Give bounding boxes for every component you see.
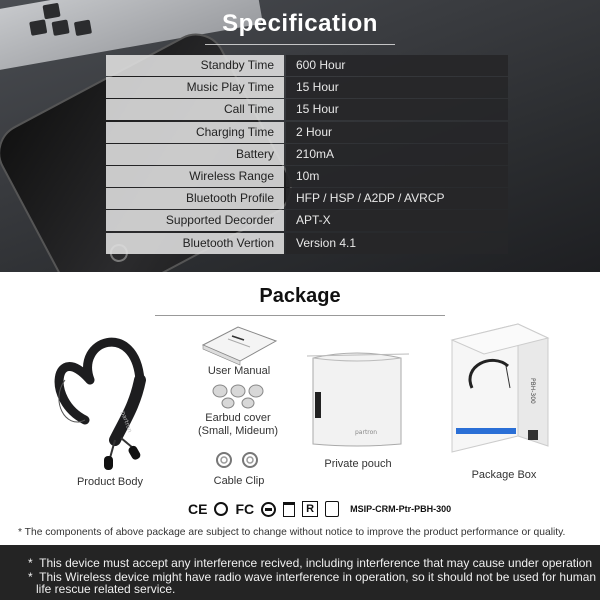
notice-text-2: This Wireless device might have radio wave interference in operation, so it should not be used for human [39, 570, 597, 584]
spec-row-music-play-time [106, 77, 508, 98]
package-box-image [448, 318, 560, 458]
box-model: PBH-300 [529, 378, 536, 404]
spec-label: Battery [106, 144, 284, 165]
spec-label: Supported Decorder [106, 210, 284, 231]
spec-value: 600 Hour [286, 55, 508, 76]
trash-bin-icon [283, 502, 295, 517]
kc-icon [261, 502, 276, 517]
spec-label: Call Time [106, 99, 284, 120]
specification-table [106, 55, 508, 255]
spec-label: Music Play Time [106, 77, 284, 98]
private-pouch-label: Private pouch [324, 458, 392, 470]
earbud-cover-sizes-label: (Small, Mideum) [197, 425, 279, 437]
spec-label: Bluetooth Vertion [106, 233, 284, 254]
ce-mark: CE [188, 501, 208, 517]
earbud-covers-image [208, 382, 268, 410]
fcc-mark: FC [235, 501, 255, 517]
specification-section [0, 0, 600, 272]
spec-row-battery [106, 144, 508, 165]
spec-row-wireless-range [106, 166, 508, 187]
user-manual-image [198, 323, 280, 367]
spec-label: Charging Time [106, 122, 284, 143]
notice-section [0, 545, 600, 600]
private-pouch-image [305, 348, 410, 450]
spec-value: 210mA [286, 144, 508, 165]
rohs-icon [325, 501, 339, 517]
certification-code: MSIP-CRM-Ptr-PBH-300 [350, 504, 452, 514]
neckband-brand: partron [119, 410, 134, 434]
spec-row-bluetooth-version [106, 233, 508, 254]
spec-value: 15 Hour [286, 99, 508, 120]
spec-value: Version 4.1 [286, 233, 508, 254]
spec-value: HFP / HSP / A2DP / AVRCP [286, 188, 508, 209]
product-body-label: Product Body [76, 476, 144, 488]
pouch-brand: partron [355, 429, 378, 436]
asterisk: * [28, 570, 33, 584]
cable-clip-image [213, 450, 263, 470]
notice-text-1: This device must accept any interference recived, including interference that may cause under operation [39, 556, 593, 570]
package-box-label: Package Box [471, 469, 537, 481]
spec-row-call-time [106, 99, 508, 120]
spec-value: 2 Hour [286, 122, 508, 143]
asterisk: * [28, 556, 33, 570]
certification-marks [188, 500, 451, 518]
notice-item-1 [28, 556, 592, 570]
recycle-icon [214, 502, 228, 516]
earbud-cover-label: Earbud cover [205, 412, 271, 424]
neckband-headset-image [35, 320, 175, 480]
spec-row-bluetooth-profile [106, 188, 508, 209]
notice-text-2-continued: life rescue related service. [36, 582, 176, 596]
spec-value: APT-X [286, 210, 508, 231]
spec-value: 10m [286, 166, 508, 187]
spec-row-standby-time [106, 55, 508, 76]
r-mark: R [302, 501, 318, 517]
title-underline [205, 44, 395, 45]
cable-clip-label: Cable Clip [213, 475, 265, 487]
package-title-underline [155, 315, 445, 316]
spec-label: Wireless Range [106, 166, 284, 187]
spec-row-supported-decoder [106, 210, 508, 231]
spec-label: Standby Time [106, 55, 284, 76]
package-title: Package [259, 285, 341, 307]
spec-row-charging-time [106, 122, 508, 143]
spec-label: Bluetooth Profile [106, 188, 284, 209]
specification-title: Specification [222, 10, 378, 37]
spec-value: 15 Hour [286, 77, 508, 98]
user-manual-label: User Manual [207, 365, 271, 377]
package-disclaimer: * The components of above package are subject to change without notice to improve the product performance or quality. [18, 527, 566, 538]
